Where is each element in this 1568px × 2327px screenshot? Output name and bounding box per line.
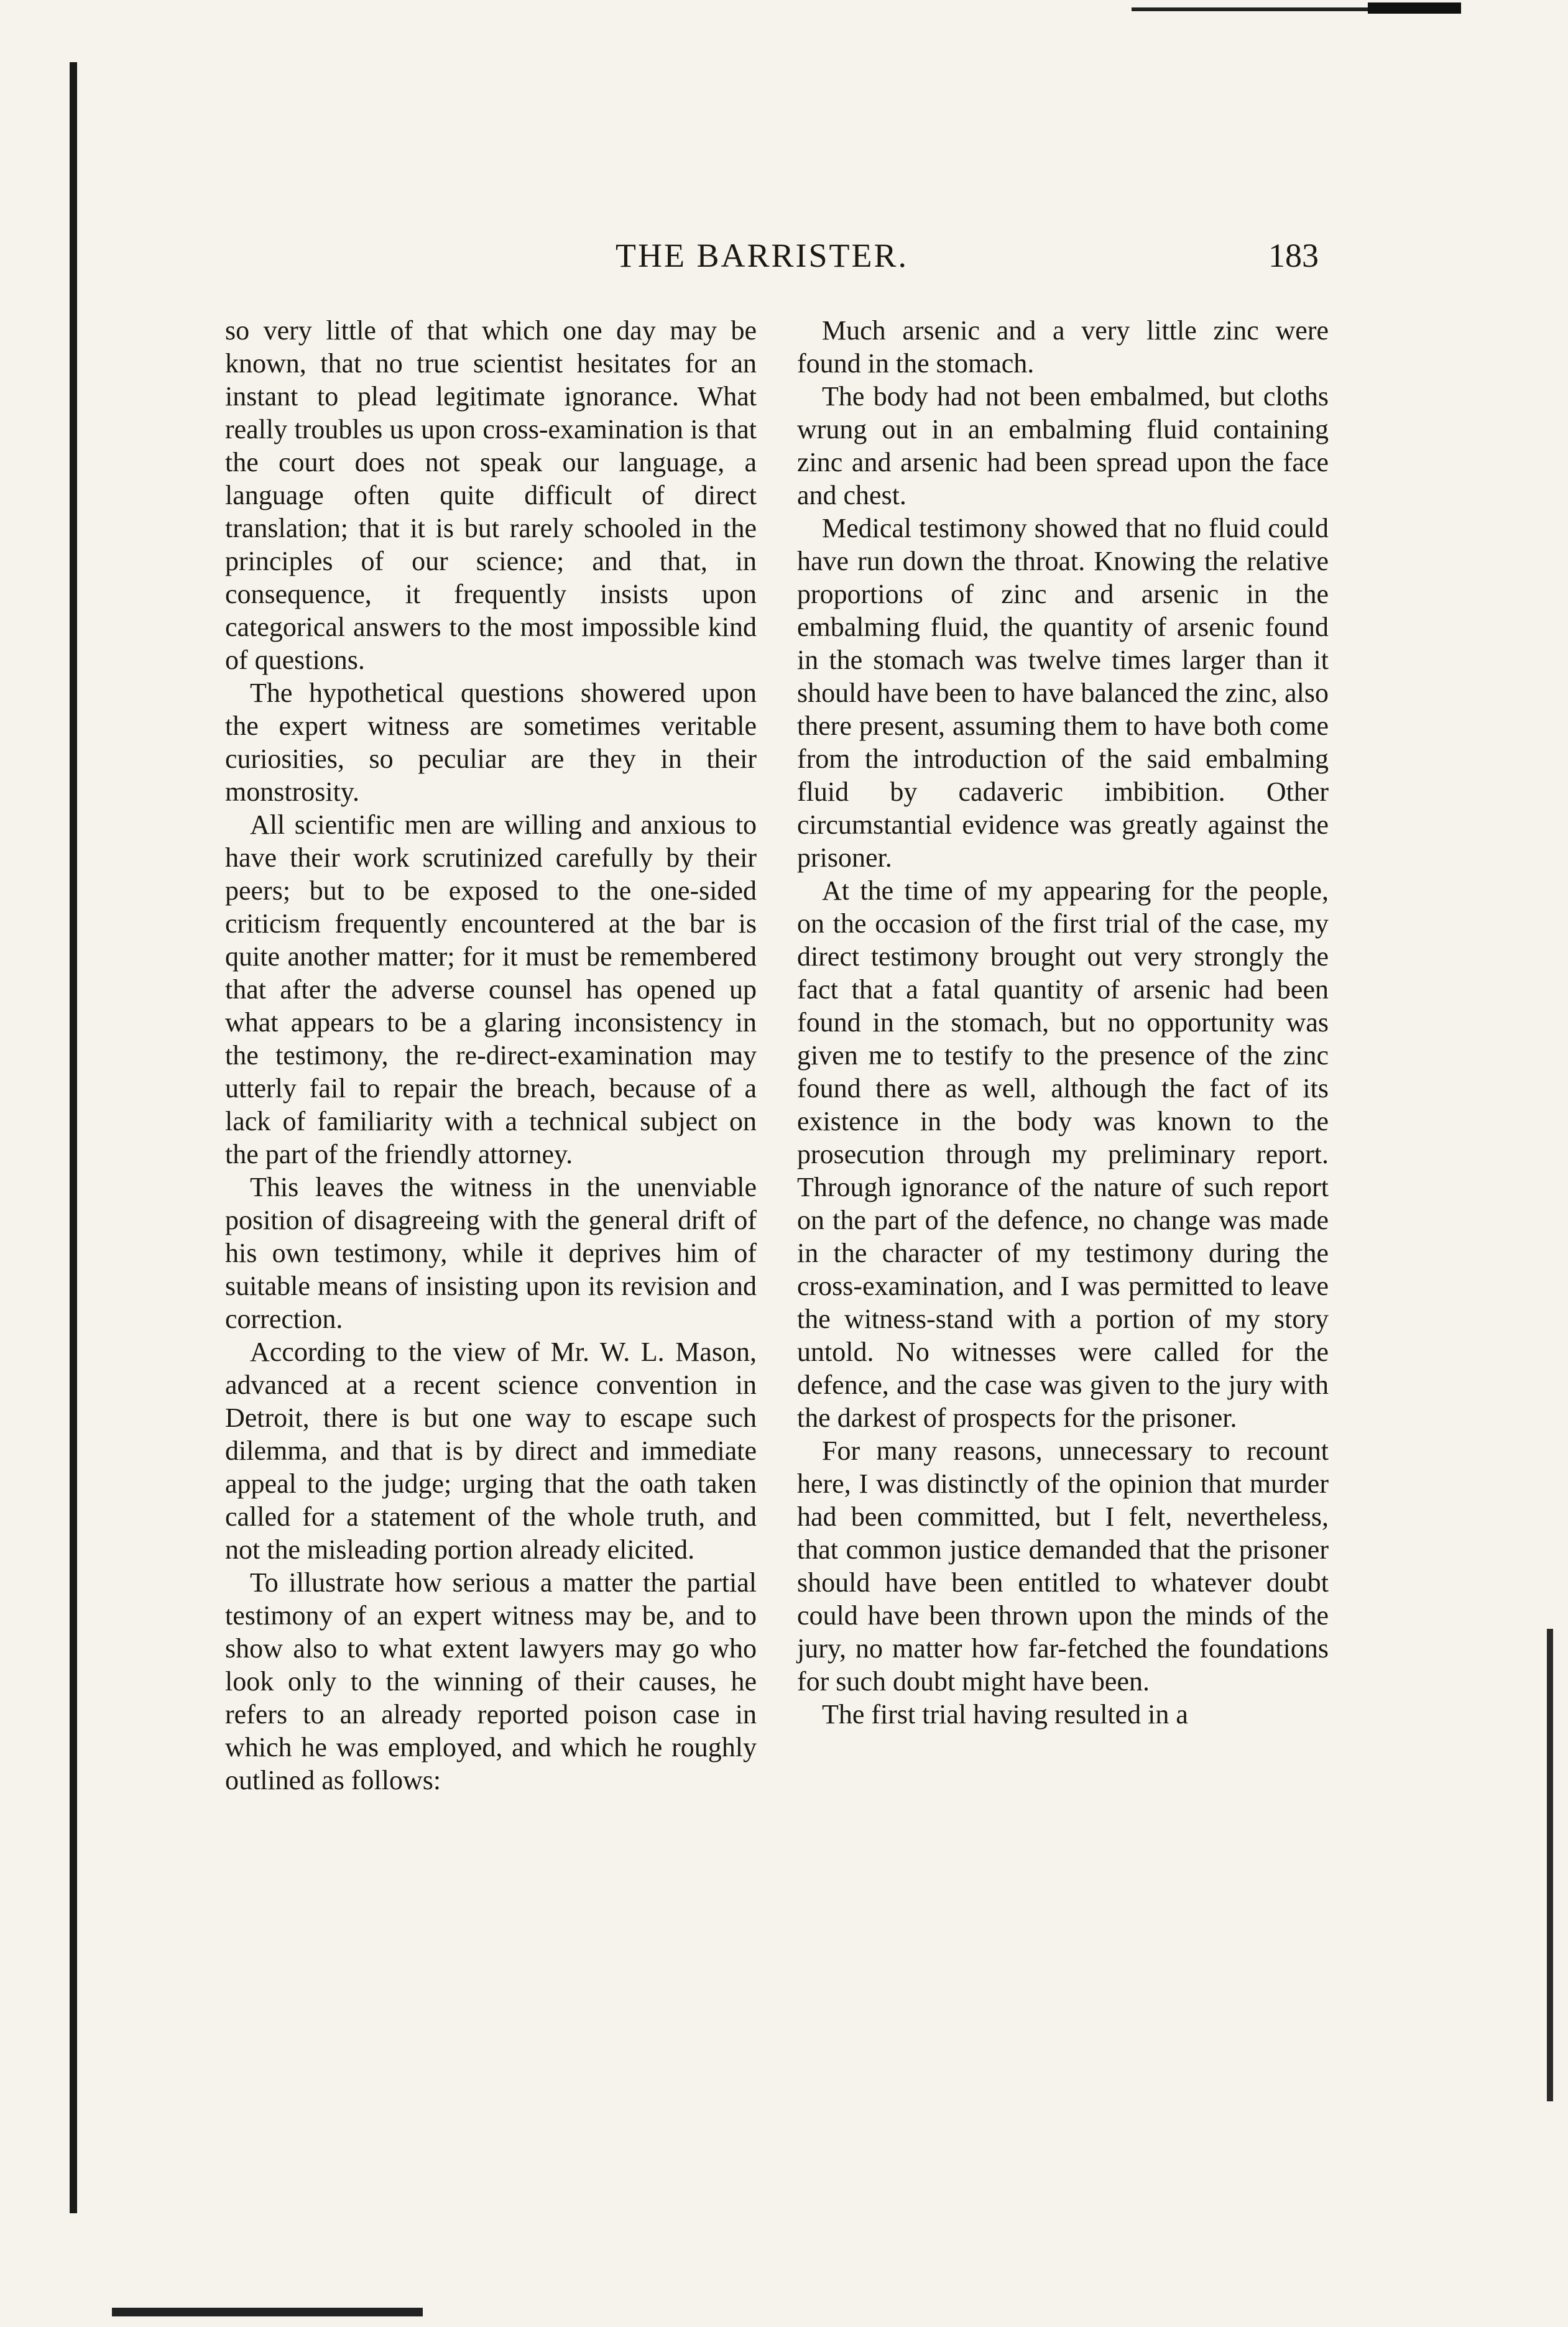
left-column bbox=[225, 314, 757, 1797]
running-title: THE BARRISTER. bbox=[616, 237, 909, 274]
paragraph: The hypothetical questions showered upon the expert witness are sometimes veritable curiosities, so peculiar are they in their monstrosity. bbox=[225, 678, 757, 807]
paragraph: For many reasons, unnecessary to recount here, I was distinctly of the opinion that murder had been committed, but I felt, nevertheless, that common justice demanded that the prisoner should have been entitled to whatever doubt could have been thrown upon the minds of the jury, no matter how far-fetched the foundations for such doubt might have been. bbox=[797, 1435, 1329, 1697]
paragraph: According to the view of Mr. W. L. Mason, advanced at a recent science convention in Detroit, there is but one way to escape such dilemma, and that is by direct and immediate appeal to the judge; urging that the oath taken called for a statement of the whole truth, and not the misleading portion already elicited. bbox=[225, 1337, 757, 1565]
right-column bbox=[797, 314, 1329, 1731]
page-number: 183 bbox=[1268, 237, 1319, 274]
right-edge-mark bbox=[1547, 1629, 1553, 2101]
top-rule-mark bbox=[1368, 2, 1461, 14]
paragraph: This leaves the witness in the unenviable position of disagreeing with the general drift of his own testimony, while it deprives him of suitable means of insisting upon its revision and correction. bbox=[225, 1172, 757, 1334]
paragraph: All scientific men are willing and anxious to have their work scrutinized carefully by their peers; but to be exposed to the one-sided criticism frequently encountered at the bar is quite another matter; for it must be remembered that after the adverse counsel has opened up what appears to be a glaring inconsistency in the testimony, the re-direct-examination may utterly fail to repair the breach, because of a lack of familiarity with a technical subject on the part of the friendly attorney. bbox=[225, 809, 757, 1169]
paragraph: so very little of that which one day may be known, that no true scientist hesitates for an instant to plead legitimate ignorance. What really troubles us upon cross-examination is that the court does not speak our language, a language often quite difficult of direct translation; that it is but rarely schooled in the principles of our science; and that, in consequence, it frequently insists upon categorical answers to the most impossible kind of questions. bbox=[225, 315, 757, 675]
binding-edge bbox=[70, 62, 77, 2213]
paragraph: Medical testimony showed that no fluid could have run down the throat. Knowing the relative proportions of zinc and arsenic in the embalming fluid, the quantity of arsenic found in the stomach was twelve times larger than it should have been to have balanced the zinc, also there present, assuming them to have both come from the introduction of the said embalming fluid by cadaveric imbibition. Other circumstantial evidence was greatly against the prisoner. bbox=[797, 513, 1329, 873]
paragraph: At the time of my appearing for the people, on the occasion of the first trial of the case, my direct testimony brought out very strongly the fact that a fatal quantity of arsenic had been found in the stomach, but no opportunity was given me to testify to the presence of the zinc found there as well, although the fact of its existence in the body was known to the prosecution through my preliminary report. Through ignorance of the nature of such report on the part of the defence, no change was made in the character of my testimony during the cross-examination, and I was permitted to leave the witness-stand with a portion of my story untold. No witnesses were called for the defence, and the case was given to the jury with the darkest of prospects for the prisoner. bbox=[797, 875, 1329, 1433]
paragraph: The body had not been embalmed, but cloths wrung out in an embalming fluid containing zinc and arsenic had been spread upon the face and chest. bbox=[797, 381, 1329, 510]
paragraph: Much arsenic and a very little zinc were found in the stomach. bbox=[797, 315, 1329, 379]
bottom-rule bbox=[112, 2308, 423, 2316]
paragraph: To illustrate how serious a matter the partial testimony of an expert witness may be, and to show also to what extent lawyers may go who look only to the winning of their causes, he refers to an already reported poison case in which he was employed, and which he roughly outlined as follows: bbox=[225, 1567, 757, 1795]
paragraph: The first trial having resulted in a bbox=[822, 1699, 1188, 1730]
